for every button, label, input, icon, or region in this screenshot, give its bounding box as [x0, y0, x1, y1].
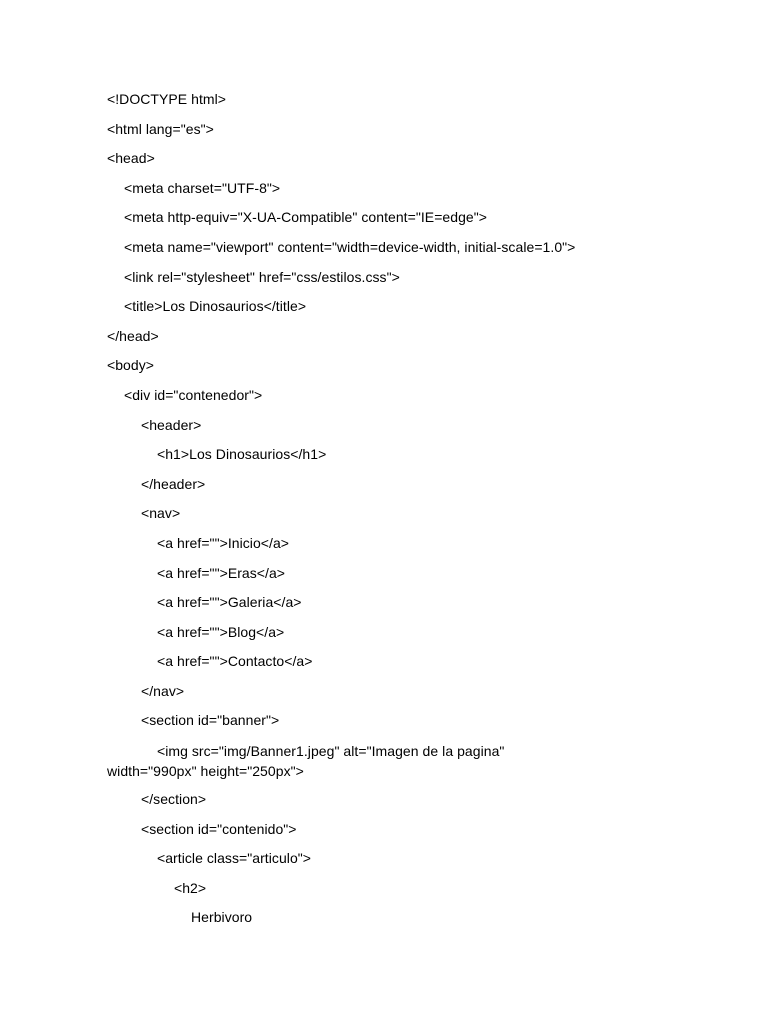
- code-line-link-stylesheet: <link rel="stylesheet" href="css/estilos.css">: [124, 268, 400, 285]
- code-line-link-eras: <a href="">Eras</a>: [157, 564, 286, 581]
- code-line-section-close: </section>: [141, 791, 207, 808]
- code-line-img-part2: width="990px" height="250px">: [107, 763, 304, 780]
- code-line-herbivoro: Herbivoro: [191, 909, 253, 926]
- code-line-link-galeria: <a href="">Galeria</a>: [157, 594, 302, 611]
- code-line-body-open: <body>: [107, 357, 155, 374]
- code-line-meta-http-equiv: <meta http-equiv="X-UA-Compatible" content="IE=edge">: [124, 209, 488, 226]
- code-line-link-contacto: <a href="">Contacto</a>: [157, 653, 313, 670]
- code-line-head-open: <head>: [107, 150, 155, 167]
- code-line-nav-close: </nav>: [141, 682, 185, 699]
- code-line-html-open: <html lang="es">: [107, 120, 214, 137]
- code-document: [107, 90, 727, 938]
- code-line-section-contenido: <section id="contenido">: [141, 820, 297, 837]
- code-line-article: <article class="articulo">: [157, 850, 312, 867]
- code-line-head-close: </head>: [107, 327, 159, 344]
- code-line-title: <title>Los Dinosaurios</title>: [124, 298, 307, 315]
- code-line-img-part1: <img src="img/Banner1.jpeg" alt="Imagen de la pagina": [157, 743, 505, 760]
- code-line-meta-viewport: <meta name="viewport" content="width=device-width, initial-scale=1.0">: [124, 238, 576, 255]
- code-line-div-contenedor: <div id="contenedor">: [124, 386, 263, 403]
- code-line-header-close: </header>: [141, 475, 206, 492]
- code-line-img-banner: [107, 741, 727, 781]
- code-line-h2-open: <h2>: [174, 879, 207, 896]
- code-line-header-open: <header>: [141, 416, 202, 433]
- code-line-link-blog: <a href="">Blog</a>: [157, 623, 285, 640]
- code-line-link-inicio: <a href="">Inicio</a>: [157, 534, 290, 551]
- code-line-h1: <h1>Los Dinosaurios</h1>: [157, 446, 327, 463]
- code-line-nav-open: <nav>: [141, 505, 181, 522]
- code-line-meta-charset: <meta charset="UTF-8">: [124, 179, 281, 196]
- code-line-doctype: <!DOCTYPE html>: [107, 91, 227, 107]
- code-line-section-banner: <section id="banner">: [141, 712, 280, 729]
